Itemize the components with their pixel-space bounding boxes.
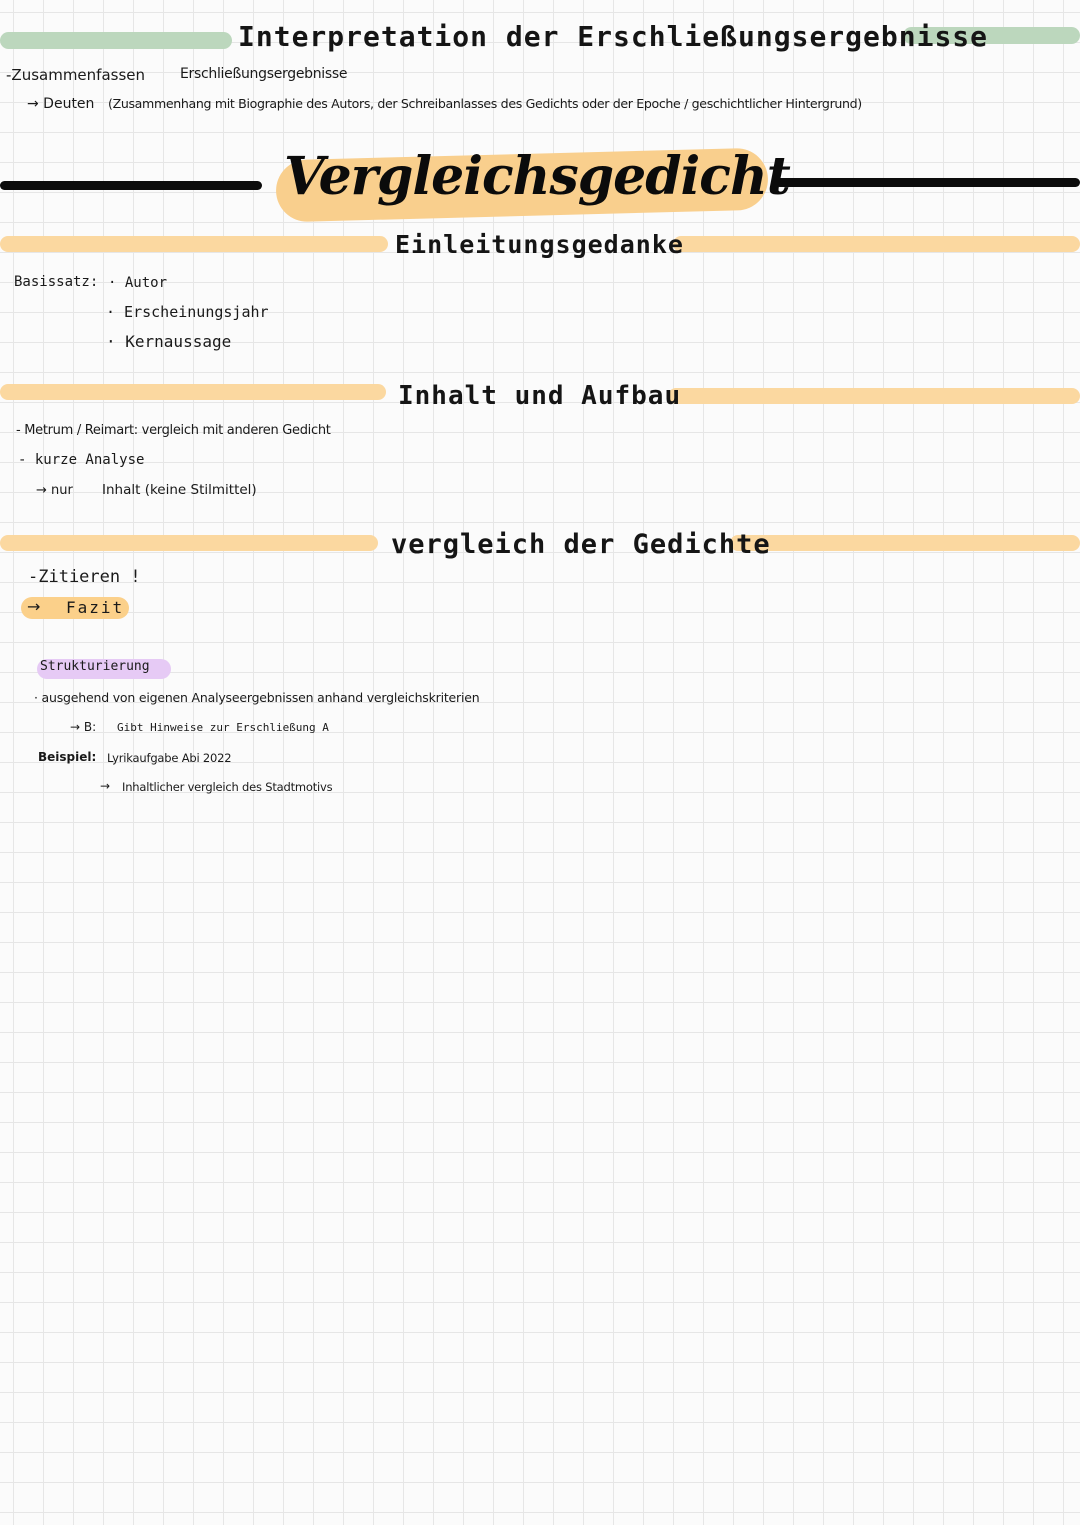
strukturierung-label: Strukturierung xyxy=(40,659,150,674)
fazit-arrow: → xyxy=(27,597,41,616)
einleitung-heading: Einleitungsgedanke xyxy=(395,230,684,259)
vergleich-heading: vergleich der Gedichte xyxy=(391,529,771,560)
beispiel-label: Beispiel: xyxy=(38,750,97,764)
basissatz-item-autor: · Autor xyxy=(108,275,168,291)
basissatz-item-erscheinungsjahr: · Erscheinungsjahr xyxy=(106,303,269,321)
ausgehend-line: · ausgehend von eigenen Analyseergebnissen anhand vergleichskriterien xyxy=(34,690,480,705)
einleitung-highlight-left xyxy=(0,236,388,252)
fazit-label: Fazit xyxy=(66,598,125,617)
inhalt-heading: Inhalt und Aufbau xyxy=(398,381,682,411)
zitieren-line: -Zitieren ! xyxy=(28,567,141,587)
inhalt-highlight-left xyxy=(0,384,386,400)
basissatz-label: Basissatz: xyxy=(14,274,99,290)
metrum-line: - Metrum / Reimart: vergleich mit anderen Gedicht xyxy=(16,423,331,438)
summary-dash-label: -Zusammenfassen xyxy=(6,66,145,84)
summary-text: Erschließungsergebnisse xyxy=(180,66,348,82)
basissatz-item-kernaussage: · Kernaussage xyxy=(106,332,232,351)
beispiel-text: Lyrikaufgabe Abi 2022 xyxy=(107,751,232,765)
stadtmotiv-arrow: → xyxy=(100,779,111,793)
nur-inhalt-text: Inhalt (keine Stilmittel) xyxy=(102,482,257,498)
kurze-analyse-line: - kurze Analyse xyxy=(18,452,145,468)
page-title: Interpretation der Erschließungsergebnisse xyxy=(238,20,989,53)
vergleich-highlight-right xyxy=(730,535,1080,551)
vergleich-highlight-left xyxy=(0,535,378,551)
inhalt-highlight-right xyxy=(668,388,1080,404)
deuten-text: (Zusammenhang mit Biographie des Autors, der Schreibanlasses des Gedichts oder der Epoche / geschichtlicher Hintergrund) xyxy=(108,96,862,111)
title-rule-left xyxy=(0,181,262,190)
main-title-block xyxy=(270,140,790,226)
nur-arrow-label: → nur xyxy=(36,483,73,498)
deuten-arrow-label: → Deuten xyxy=(27,96,95,112)
stadtmotiv-text: Inhaltlicher vergleich des Stadtmotivs xyxy=(122,780,333,794)
hinweise-text: Gibt Hinweise zur Erschließung A xyxy=(117,721,329,734)
hinweise-arrow-label: → B: xyxy=(70,720,97,734)
title-rule-right xyxy=(775,178,1080,187)
main-title: Vergleichsgedicht xyxy=(284,146,790,207)
header-highlight-left xyxy=(0,32,232,49)
einleitung-highlight-right xyxy=(673,236,1080,252)
